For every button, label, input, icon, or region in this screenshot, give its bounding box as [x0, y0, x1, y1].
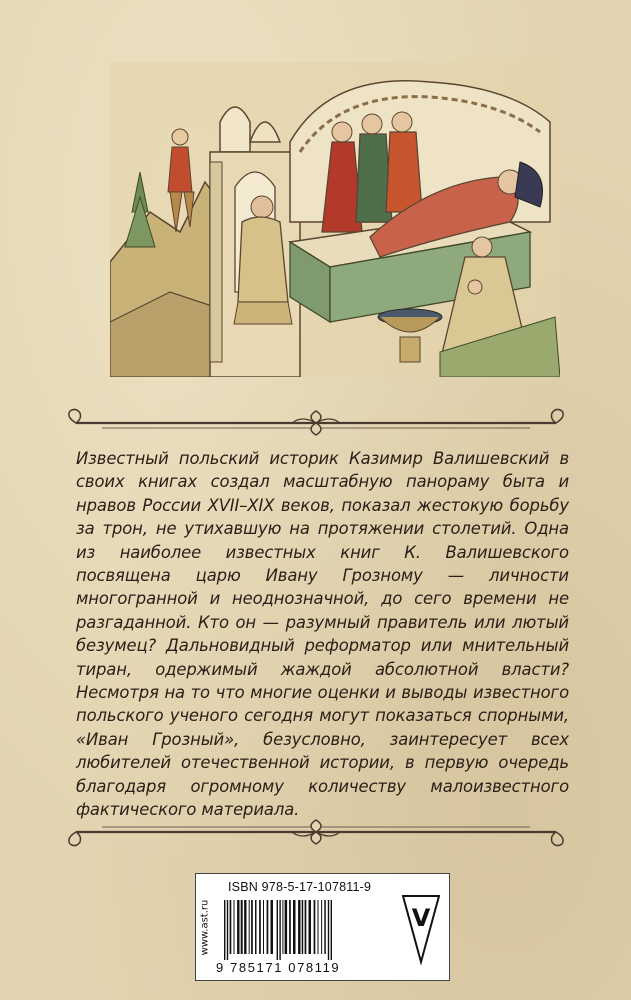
isbn-label: ISBN 978-5-17-107811-9 [228, 880, 372, 894]
barcode-bar [331, 900, 332, 960]
barcode-bar [244, 900, 246, 954]
barcode-bar [324, 900, 326, 954]
barcode-bar [230, 900, 232, 954]
barcode-bar [259, 900, 261, 954]
barcode-bar [289, 900, 291, 954]
barcode-bar [234, 900, 235, 954]
miniature-illustration [110, 62, 560, 377]
barcode-bar [321, 900, 322, 954]
barcode-bar [328, 900, 329, 960]
barcode-bar [263, 900, 264, 954]
barcode-bars [218, 898, 398, 960]
divider-ornament-top [62, 403, 570, 443]
barcode-bar [314, 900, 316, 954]
ean-digits: 9 785171 078119 [216, 960, 341, 975]
barcode-bar [241, 900, 243, 954]
barcode-bar [271, 900, 274, 954]
svg-text:V: V [411, 904, 431, 932]
barcode-bar [293, 900, 296, 954]
barcode-bar [298, 900, 300, 954]
publisher-logo [402, 892, 440, 966]
barcode-panel [195, 873, 450, 981]
barcode-bar [249, 900, 250, 954]
book-description: Известный польский историк Казимир Валишевский в своих книгах создал масштабную панораму быта и нравов России XVII–XIX веков, показал жестокую борьбу за трон, не утихавшую на протяжении столетий. Одна из наиболее известных книг К. Валишевского посвящена царю Ивану Грозному — личности многогранной и неоднозначной, до сего времени не разгаданной. Кто он — разумный правитель или лютый безумец? Дальновидный реформатор или мнительный тиран, одержимый жаждой абсолютной власти? Несмотря на то что многие оценки и выводы известного польского ученого сегодня могут показаться спорными, «Иван Грозный», безусловно, заинтересует всех любителей отечественной истории, в первую очередь благодаря огромному количеству малоизвестного фактического материала. [76, 449, 569, 820]
barcode-bar [251, 900, 253, 954]
barcode-bar [305, 900, 307, 954]
barcode-bar [302, 900, 304, 954]
barcode-bar [318, 900, 319, 954]
barcode-bar [279, 900, 280, 960]
barcode-bar [224, 900, 225, 960]
barcode-bar [285, 900, 288, 954]
publisher-website: www.ast.ru [199, 899, 211, 955]
barcode-bar [277, 900, 278, 960]
divider-ornament-bottom [62, 812, 570, 852]
barcode-bar [255, 900, 257, 954]
barcode-bar [237, 900, 239, 954]
barcode-bar [309, 900, 312, 954]
barcode-bar [227, 900, 228, 960]
barcode-bar [267, 900, 269, 954]
barcode-bar [282, 900, 283, 954]
